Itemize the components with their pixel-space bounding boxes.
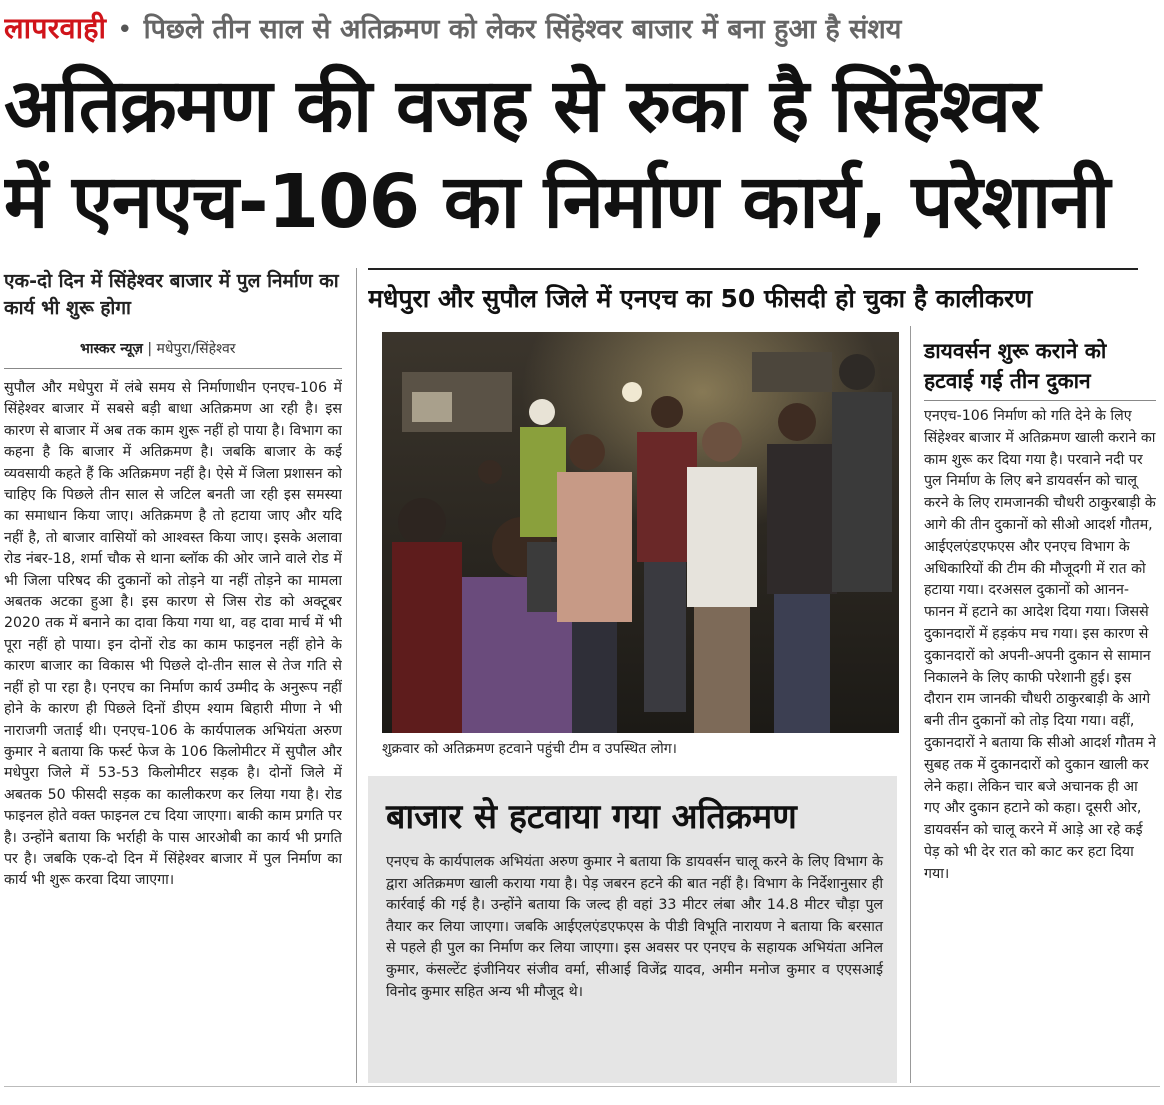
box-text: एनएच के कार्यपालक अभियंता अरुण कुमार ने बताया कि डायवर्सन चालू करने के लिए विभाग के द्वारा अतिक्रमण खाली कराया गया है। पेड़ जबरन हटने की बात नहीं है। विभाग के निर्देशानुसार ही कार्रवाई की गई है। उन्होंने बताया कि जल्द ही वहां 33 मीटर लंबा और 14.8 मीटर चौड़ा पुल तैयार कर लिया जाएगा। जबकि आईएलएंडएफएस के पीडी विभूति नारायण ने बताया कि बरसात से पहले ही पुल का निर्माण कर लिया जाएगा। इस अवसर पर एनएच के सहायक अभियंता अनिल कुमार, कंसल्टेंट इंजीनियर संजीव वर्मा, सीआई विजेंद्र यादव, अमीन मनोज कुमार व एएसआई विनोद कुमार सहित अन्य भी मौजूद थे। — [386, 854, 883, 1000]
kicker-bullet: • — [117, 15, 133, 45]
headline — [4, 58, 1160, 250]
news-photo — [382, 332, 899, 733]
column-divider — [910, 326, 911, 1083]
byline-place: मधेपुरा/सिंहेश्वर — [156, 341, 236, 357]
divider — [4, 368, 342, 369]
subhead: मधेपुरा और सुपौल जिले में एनएच का 50 फीसदी हो चुका है कालीकरण — [368, 268, 1138, 316]
byline-separator: | — [147, 341, 153, 357]
byline-agency: भास्कर न्यूज़ — [80, 341, 143, 357]
kicker-text: पिछले तीन साल से अतिक्रमण को लेकर सिंहेश्वर बाजार में बना हुआ है संशय — [143, 14, 902, 45]
kicker — [4, 6, 1160, 50]
deck: एक-दो दिन में सिंहेश्वर बाजार में पुल निर्माण का कार्य भी शुरू होगा — [4, 270, 339, 319]
page-bottom-rule — [4, 1086, 1160, 1087]
main-story-text: सुपौल और मधेपुरा में लंबे समय से निर्माणाधीन एनएच-106 में सिंहेश्वर बाजार में सबसे बड़ी बाधा अतिक्रमण आ रही है। इस कारण से बाजार में अब तक काम शुरू नहीं हो पाया है। विभाग का कहना है कि बाजार में अतिक्रमण है। जबकि बाजार के कई व्यवसायी कहते हैं कि अतिक्रमण नहीं है। ऐसे में जिला प्रशासन को चाहिए कि पिछले तीन साल से जटिल बनती जा रही इस समस्या का समाधान किया जाए। अतिक्रमण है तो हटाया जाए और यदि नहीं है, तो बाजार वासियों को आश्वस्त किया जाए। इसके अलावा रोड नंबर-18, शर्मा चौक से थाना ब्लॉक की ओर जाने वाले रोड में भी जिला परिषद की दुकानों को तोड़ने या नहीं तोड़ने का मामला अबतक अटका हुआ है। इस कारण से जिस रोड को अक्टूबर 2020 तक में बनाने का दावा किया गया था, वह दावा मार्च में भी पूरा नहीं हो पाया। इन दोनों रोड का काम फाइनल नहीं होने के कारण बाजार का विकास भी पिछले दो-तीन साल से तेज गति से नहीं हो पा रहा है। एनएच का निर्माण कार्य उम्मीद के अनुरूप नहीं होने के कारण ही पिछले दिनों डीएम श्याम बिहारी मीणा ने भी नाराजगी जताई थी। एनएच-106 के कार्यपालक अभियंता अरुण कुमार ने बताया कि फर्स्ट फेज के 106 किलोमीटर में सुपौल और मधेपुरा जिले में 53-53 किलोमीटर सड़क है। दोनों जिले में अबतक 50 फीसदी सड़क का कालीकरण कर लिया गया है। रोड फाइनल होते वक्त फाइनल टच दिया जाएगा। बाकी काम प्रगति पर है। उन्होंने बताया कि भर्राही के पास आरओबी का कार्य भी प्रगति पर है। जबकि एक-दो दिन में सिंहेश्वर बाजार में पुल निर्माण का कार्य भी शुरू करवा दिया जाएगा। — [4, 380, 342, 889]
sidebar-heading: डायवर्सन शुरू कराने को हटवाई गई तीन दुकान — [924, 339, 1107, 393]
headline-line-2: में एनएच-106 का निर्माण कार्य, परेशानी — [4, 159, 1110, 245]
sidebar-text: एनएच-106 निर्माण को गति देने के लिए सिंहेश्वर बाजार में अतिक्रमण खाली कराने का काम शुरू कर दिया गया है। परवाने नदी पर पुल निर्माण के लिए बने डायवर्सन को चालू करने के लिए रामजानकी चौधरी ठाकुरबाड़ी के आगे की तीन दुकानों को सीओ आदर्श गौतम, आईएलएंडएफएस और एनएच विभाग के अधिकारियों की टीम की मौजूदगी में रात को हटाया गया। दरअसल दुकानों को आनन- फानन में हटाने का आदेश दिया गया। जिससे दुकानदारों में हड़कंप मच गया। इस कारण से दुकानदारों को अपनी-अपनी दुकान से सामान निकालने के लिए काफी परेशानी हुई। इस दौरान राम जानकी चौधरी ठाकुरबाड़ी के आगे बनी तीन दुकानों को तोड़ दिया गया। वहीं, दुकानदारों ने बताया कि सीओ आदर्श गौतम ने सुबह तक में दुकानदारों को दुकान खाली कर लेने कहा। लेकिन चार बजे अचानक ही आ गए और दुकान हटाने को कहा। दूसरी ओर, डायवर्सन को चालू करने में आड़े आ रहे कई पेड़ को भी देर रात को काट कर हटा दिया गया। — [924, 408, 1156, 882]
kicker-tag: लापरवाही — [4, 11, 107, 45]
photo-caption: शुक्रवार को अतिक्रमण हटवाने पहुंची टीम व उपस्थित लोग। — [382, 741, 677, 757]
headline-line-1: अतिक्रमण की वजह से रुका है सिंहेश्वर — [4, 63, 1040, 149]
highlight-box — [368, 776, 897, 1083]
byline — [80, 337, 340, 361]
box-title: बाजार से हटवाया गया अतिक्रमण — [386, 797, 797, 837]
divider — [924, 400, 1156, 401]
column-divider — [356, 268, 357, 1083]
